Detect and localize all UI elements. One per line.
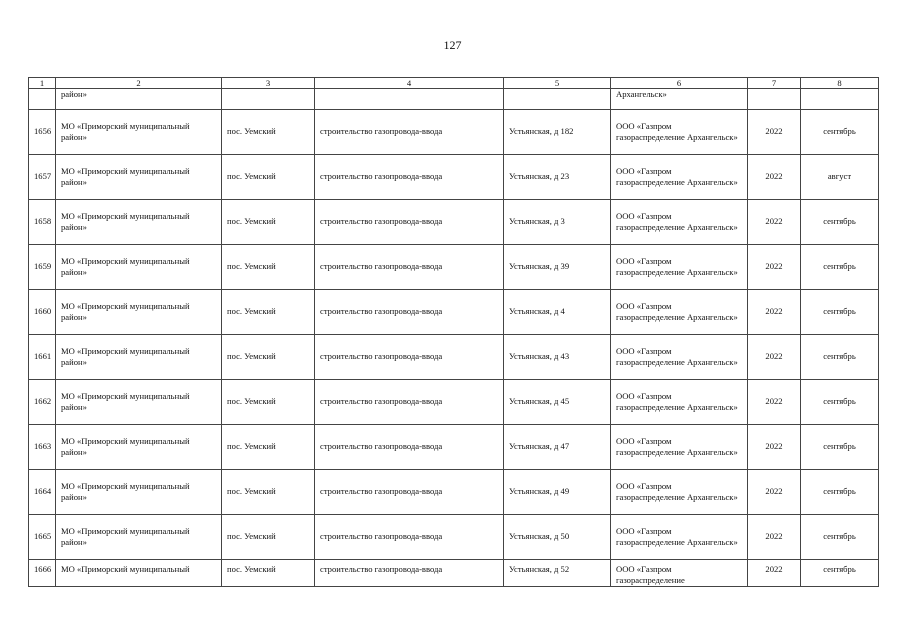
cell-row-number: 1662 [29, 380, 56, 425]
cell-municipality: МО «Приморский муниципальный [56, 560, 222, 587]
cell-municipality: МО «Приморский муниципальный район» [56, 425, 222, 470]
continuation-row [29, 89, 879, 110]
table-row [29, 560, 879, 587]
cell-municipality: МО «Приморский муниципальный район» [56, 380, 222, 425]
cell-operator: ООО «Газпром газораспределение Архангельск» [611, 245, 748, 290]
cell-municipality-tail: район» [56, 89, 222, 110]
cell-row-number: 1664 [29, 470, 56, 515]
cell-address: Устьянская, д 23 [504, 155, 611, 200]
cell-settlement: пос. Уемский [222, 335, 315, 380]
cell-settlement: пос. Уемский [222, 515, 315, 560]
cell-row-number: 1658 [29, 200, 56, 245]
cell-month: сентябрь [801, 560, 879, 587]
cell-address: Устьянская, д 4 [504, 290, 611, 335]
table-row [29, 110, 879, 155]
cell-empty [315, 89, 504, 110]
cell-year: 2022 [748, 560, 801, 587]
cell-settlement: пос. Уемский [222, 245, 315, 290]
cell-municipality: МО «Приморский муниципальный район» [56, 155, 222, 200]
cell-settlement: пос. Уемский [222, 155, 315, 200]
cell-row-number: 1660 [29, 290, 56, 335]
table-row [29, 290, 879, 335]
table-row [29, 470, 879, 515]
cell-municipality: МО «Приморский муниципальный район» [56, 515, 222, 560]
table-row [29, 515, 879, 560]
cell-operator: ООО «Газпром газораспределение Архангельск» [611, 200, 748, 245]
cell-municipality: МО «Приморский муниципальный район» [56, 245, 222, 290]
cell-settlement: пос. Уемский [222, 425, 315, 470]
cell-municipality: МО «Приморский муниципальный район» [56, 335, 222, 380]
table-body [29, 89, 879, 587]
cell-address: Устьянская, д 45 [504, 380, 611, 425]
table-row [29, 155, 879, 200]
cell-row-number: 1656 [29, 110, 56, 155]
cell-settlement: пос. Уемский [222, 110, 315, 155]
cell-address: Устьянская, д 43 [504, 335, 611, 380]
cell-operator-tail: Архангельск» [611, 89, 748, 110]
cell-row-number: 1666 [29, 560, 56, 587]
cell-empty [801, 89, 879, 110]
cell-month: сентябрь [801, 245, 879, 290]
cell-year: 2022 [748, 245, 801, 290]
cell-operator: ООО «Газпром газораспределение Архангельск» [611, 380, 748, 425]
cell-empty [504, 89, 611, 110]
cell-month: август [801, 155, 879, 200]
cell-settlement: пос. Уемский [222, 200, 315, 245]
column-number-row [29, 78, 879, 89]
cell-municipality: МО «Приморский муниципальный район» [56, 470, 222, 515]
cell-operator: ООО «Газпром газораспределение Архангельск» [611, 290, 748, 335]
table-row [29, 200, 879, 245]
cell-work-type: строительство газопровода-ввода [315, 515, 504, 560]
cell-row-number: 1659 [29, 245, 56, 290]
cell-operator: ООО «Газпром газораспределение Архангельск» [611, 515, 748, 560]
cell-work-type: строительство газопровода-ввода [315, 290, 504, 335]
cell-address: Устьянская, д 52 [504, 560, 611, 587]
cell-month: сентябрь [801, 335, 879, 380]
column-header: 1 [29, 78, 56, 89]
cell-operator: ООО «Газпром газораспределение [611, 560, 748, 587]
column-header: 2 [56, 78, 222, 89]
cell-work-type: строительство газопровода-ввода [315, 335, 504, 380]
cell-work-type: строительство газопровода-ввода [315, 110, 504, 155]
cell-operator: ООО «Газпром газораспределение Архангельск» [611, 110, 748, 155]
cell-operator: ООО «Газпром газораспределение Архангельск» [611, 335, 748, 380]
table-row [29, 245, 879, 290]
cell-month: сентябрь [801, 290, 879, 335]
cell-work-type: строительство газопровода-ввода [315, 245, 504, 290]
cell-row-number: 1665 [29, 515, 56, 560]
cell-month: сентябрь [801, 515, 879, 560]
cell-address: Устьянская, д 50 [504, 515, 611, 560]
cell-settlement: пос. Уемский [222, 560, 315, 587]
column-header: 5 [504, 78, 611, 89]
cell-address: Устьянская, д 47 [504, 425, 611, 470]
page-number: 127 [443, 38, 462, 52]
cell-row-number: 1657 [29, 155, 56, 200]
cell-empty [29, 89, 56, 110]
cell-municipality: МО «Приморский муниципальный район» [56, 290, 222, 335]
cell-year: 2022 [748, 155, 801, 200]
cell-empty [222, 89, 315, 110]
cell-address: Устьянская, д 182 [504, 110, 611, 155]
cell-month: сентябрь [801, 110, 879, 155]
column-header: 8 [801, 78, 879, 89]
cell-address: Устьянская, д 49 [504, 470, 611, 515]
cell-year: 2022 [748, 110, 801, 155]
cell-work-type: строительство газопровода-ввода [315, 560, 504, 587]
gas-connection-table [28, 77, 879, 587]
table-row [29, 380, 879, 425]
table-row [29, 335, 879, 380]
column-header: 4 [315, 78, 504, 89]
cell-year: 2022 [748, 335, 801, 380]
cell-operator: ООО «Газпром газораспределение Архангельск» [611, 155, 748, 200]
cell-month: сентябрь [801, 200, 879, 245]
cell-address: Устьянская, д 39 [504, 245, 611, 290]
cell-address: Устьянская, д 3 [504, 200, 611, 245]
cell-work-type: строительство газопровода-ввода [315, 425, 504, 470]
cell-month: сентябрь [801, 380, 879, 425]
cell-row-number: 1663 [29, 425, 56, 470]
cell-settlement: пос. Уемский [222, 290, 315, 335]
cell-work-type: строительство газопровода-ввода [315, 155, 504, 200]
cell-empty [748, 89, 801, 110]
cell-work-type: строительство газопровода-ввода [315, 470, 504, 515]
cell-municipality: МО «Приморский муниципальный район» [56, 200, 222, 245]
column-header: 3 [222, 78, 315, 89]
column-header: 6 [611, 78, 748, 89]
cell-municipality: МО «Приморский муниципальный район» [56, 110, 222, 155]
cell-year: 2022 [748, 425, 801, 470]
cell-work-type: строительство газопровода-ввода [315, 380, 504, 425]
cell-year: 2022 [748, 200, 801, 245]
cell-month: сентябрь [801, 470, 879, 515]
cell-year: 2022 [748, 380, 801, 425]
cell-row-number: 1661 [29, 335, 56, 380]
cell-settlement: пос. Уемский [222, 380, 315, 425]
cell-year: 2022 [748, 290, 801, 335]
cell-year: 2022 [748, 515, 801, 560]
cell-settlement: пос. Уемский [222, 470, 315, 515]
cell-operator: ООО «Газпром газораспределение Архангельск» [611, 470, 748, 515]
cell-year: 2022 [748, 470, 801, 515]
cell-work-type: строительство газопровода-ввода [315, 200, 504, 245]
column-header: 7 [748, 78, 801, 89]
table-row [29, 425, 879, 470]
cell-month: сентябрь [801, 425, 879, 470]
cell-operator: ООО «Газпром газораспределение Архангельск» [611, 425, 748, 470]
